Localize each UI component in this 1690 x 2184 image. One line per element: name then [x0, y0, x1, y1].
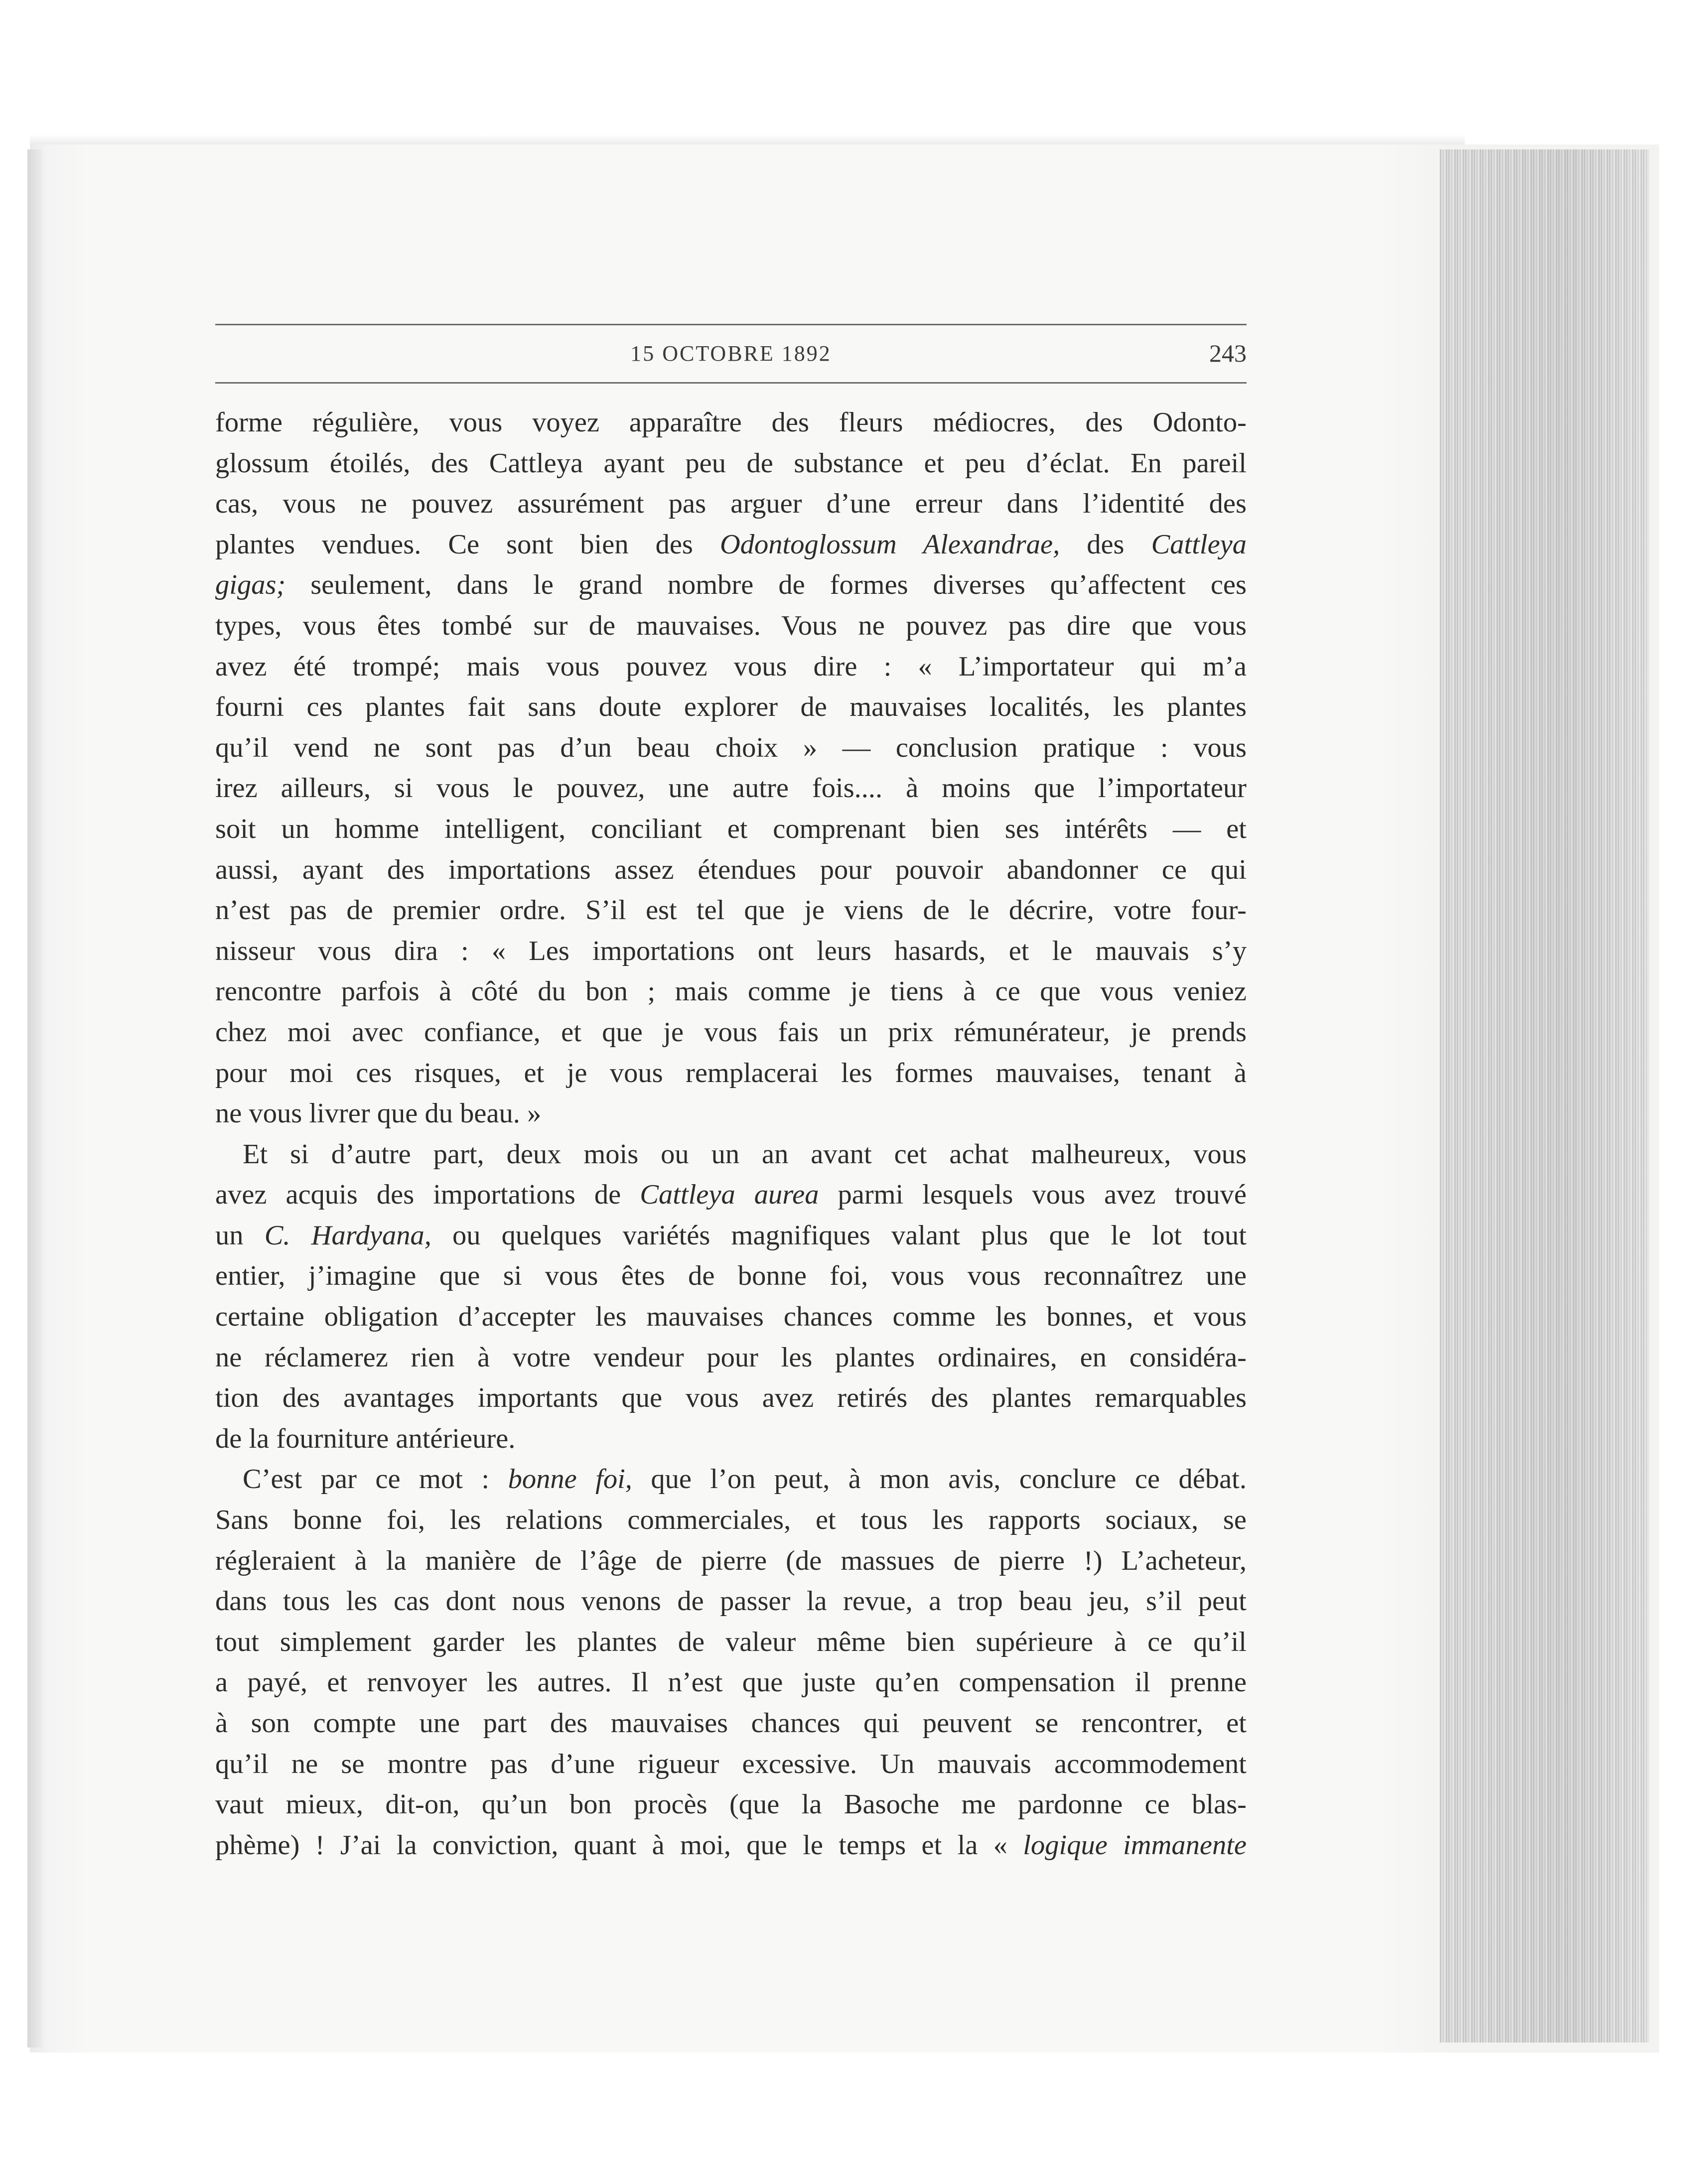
text-line — [215, 1459, 1247, 1500]
text-span: aussi, ayant des importations assez étendues pour pouvoir abandonner ce qui — [215, 854, 1247, 885]
text-line — [215, 403, 1247, 443]
text-span: parmi lesquels vous avez trouvé — [819, 1179, 1247, 1211]
page-header — [215, 324, 1247, 384]
text-span: nisseur vous dira : « Les importations ont leurs hasards, et le mauvais s’y — [215, 935, 1247, 966]
italic-text: bonne foi, — [508, 1464, 632, 1495]
text-line — [215, 1256, 1247, 1297]
text-span: que l’on peut, à mon avis, conclure ce débat. — [632, 1464, 1247, 1495]
text-line — [215, 484, 1247, 525]
text-line — [215, 1053, 1247, 1094]
text-line — [215, 1297, 1247, 1338]
text-line — [215, 1622, 1247, 1663]
text-span: régleraient à la manière de l’âge de pierre (de massues de pierre !) L’acheteur, — [215, 1545, 1247, 1576]
text-line — [215, 1378, 1247, 1419]
text-span: types, vous êtes tombé sur de mauvaises. Vous ne pouvez pas dire que vous — [215, 610, 1247, 641]
text-line — [215, 931, 1247, 972]
text-span: fourni ces plantes fait sans doute explorer de mauvaises localités, les plantes — [215, 691, 1247, 723]
text-line — [215, 1500, 1247, 1541]
text-line — [215, 1419, 1247, 1460]
text-line — [215, 1216, 1247, 1256]
text-line — [215, 1338, 1247, 1378]
text-span: tout simplement garder les plantes de valeur même bien supérieure à ce qu’il — [215, 1626, 1247, 1657]
text-line — [215, 1662, 1247, 1703]
text-line — [215, 443, 1247, 484]
text-line — [215, 1581, 1247, 1622]
text-line — [215, 1744, 1247, 1785]
text-span: des — [1060, 529, 1151, 560]
text-span: a payé, et renvoyer les autres. Il n’est que juste qu’en compensation il prenne — [215, 1667, 1247, 1698]
text-line — [215, 1784, 1247, 1825]
text-line — [215, 1703, 1247, 1744]
text-span: C’est par ce mot : — [243, 1464, 508, 1495]
text-span: à son compte une part des mauvaises chances qui peuvent se rencontrer, et — [215, 1708, 1247, 1739]
text-line — [215, 809, 1247, 850]
text-line — [215, 768, 1247, 809]
body-text — [215, 403, 1247, 1866]
text-span: chez moi avec confiance, et que je vous fais un prix rémunérateur, je prends — [215, 1016, 1247, 1048]
text-span: vaut mieux, dit-on, qu’un bon procès (que la Basoche me pardonne ce blas- — [215, 1789, 1247, 1820]
header-rule-bottom — [215, 382, 1247, 384]
text-span: cas, vous ne pouvez assurément pas arguer d’une erreur dans l’identité des — [215, 488, 1247, 520]
text-line — [215, 606, 1247, 647]
text-span: ne vous livrer que du beau. » — [215, 1098, 542, 1129]
text-span: soit un homme intelligent, conciliant et comprenant bien ses intérêts — et — [215, 813, 1247, 844]
text-span: avez acquis des importations de — [215, 1179, 640, 1211]
text-span: avez été trompé; mais vous pouvez vous dire : « L’importateur qui m’a — [215, 651, 1247, 682]
text-line — [215, 1825, 1247, 1866]
text-line — [215, 647, 1247, 687]
text-line — [215, 525, 1247, 565]
text-span: phème) ! J’ai la conviction, quant à moi, que le temps et la « — [215, 1829, 1023, 1861]
text-span: glossum étoilés, des Cattleya ayant peu de substance et peu d’éclat. En pareil — [215, 447, 1247, 479]
header-rule-top — [215, 324, 1247, 325]
text-line — [215, 687, 1247, 728]
text-span: irez ailleurs, si vous le pouvez, une autre fois.... à moins que l’importateur — [215, 773, 1247, 804]
italic-text: gigas; — [215, 569, 286, 601]
text-span: ou quelques variétés magnifiques valant plus que le lot tout — [431, 1220, 1247, 1251]
book-page-edges-shade — [1440, 149, 1649, 2043]
text-span: Sans bonne foi, les relations commerciales, et tous les rapports sociaux, se — [215, 1504, 1247, 1536]
text-line — [215, 1541, 1247, 1582]
italic-text: Odontoglossum Alexandrae, — [719, 529, 1060, 560]
text-span: forme régulière, vous voyez apparaître des fleurs médiocres, des Odonto- — [215, 407, 1247, 438]
text-span: tion des avantages importants que vous avez retirés des plantes remarquables — [215, 1382, 1247, 1414]
text-span: rencontre parfois à côté du bon ; mais comme je tiens à ce que vous veniez — [215, 976, 1247, 1007]
page-number: 243 — [1209, 339, 1247, 367]
text-line — [215, 850, 1247, 891]
text-span: de la fourniture antérieure. — [215, 1423, 516, 1454]
text-line — [215, 971, 1247, 1012]
text-line — [215, 728, 1247, 769]
text-line — [215, 1175, 1247, 1216]
italic-text: C. Hardyana, — [264, 1220, 431, 1251]
text-span: plantes vendues. Ce sont bien des — [215, 529, 720, 560]
text-span: qu’il vend ne sont pas d’un beau choix » — conclusion pratique : vous — [215, 732, 1247, 763]
text-span: qu’il ne se montre pas d’une rigueur excessive. Un mauvais accommodement — [215, 1748, 1247, 1779]
text-span: n’est pas de premier ordre. S’il est tel que je viens de le décrire, votre four- — [215, 895, 1247, 926]
text-span: certaine obligation d’accepter les mauvaises chances comme les bonnes, et vous — [215, 1301, 1247, 1333]
text-span: Et si d’autre part, deux mois ou un an avant cet achat malheureux, vous — [243, 1138, 1247, 1170]
italic-text: Cattleya aurea — [640, 1179, 819, 1211]
text-line — [215, 1134, 1247, 1175]
text-line — [215, 1012, 1247, 1053]
italic-text: Cattleya — [1151, 529, 1247, 560]
text-span: pour moi ces risques, et je vous remplacerai les formes mauvaises, tenant à — [215, 1057, 1247, 1089]
text-span: dans tous les cas dont nous venons de passer la revue, a trop beau jeu, s’il peut — [215, 1586, 1247, 1617]
text-span: entier, j’imagine que si vous êtes de bonne foi, vous vous reconnaîtrez une — [215, 1260, 1247, 1292]
text-span: un — [215, 1220, 265, 1251]
running-head-date: 15 OCTOBRE 1892 — [630, 341, 832, 366]
italic-text: logique immanente — [1023, 1829, 1247, 1861]
text-span: ne réclamerez rien à votre vendeur pour les plantes ordinaires, en considéra- — [215, 1342, 1247, 1373]
scan-left-edge — [27, 149, 42, 2048]
text-line — [215, 565, 1247, 606]
text-line — [215, 890, 1247, 931]
text-span: seulement, dans le grand nombre de formes diverses qu’affectent ces — [285, 569, 1247, 601]
text-line — [215, 1093, 1247, 1134]
